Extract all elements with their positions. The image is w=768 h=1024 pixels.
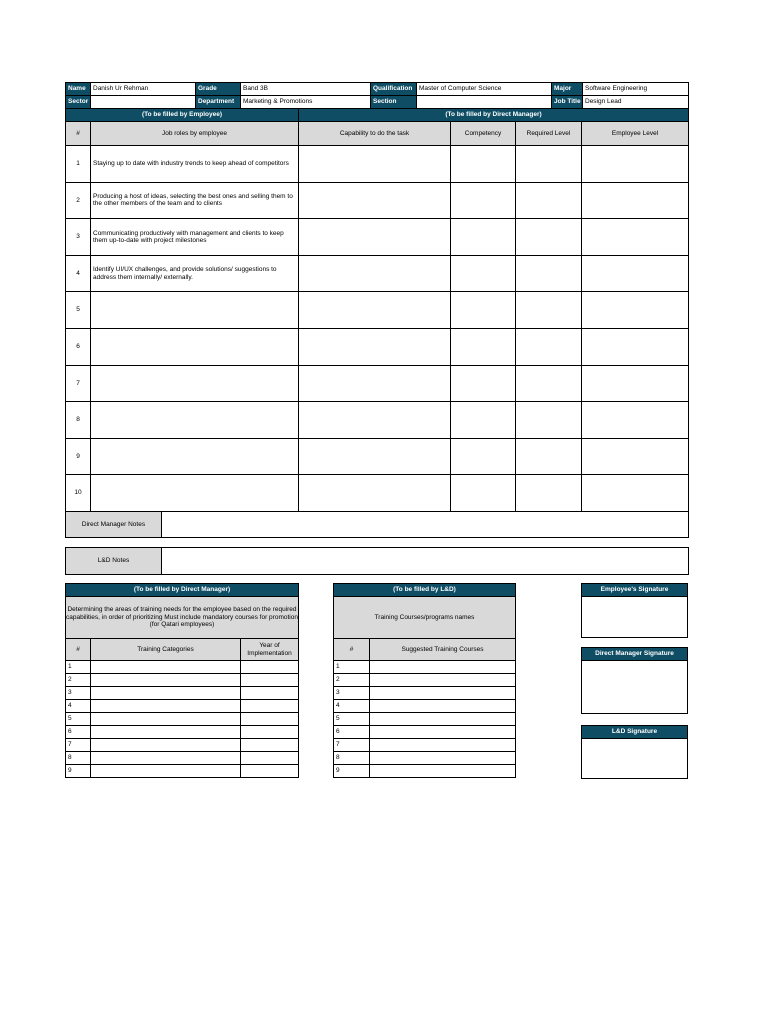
manager-notes-table bbox=[65, 511, 689, 538]
job-role-row bbox=[66, 292, 689, 329]
required-level-cell[interactable] bbox=[516, 402, 582, 439]
required-level-cell[interactable] bbox=[516, 219, 582, 256]
manager-notes-label: Direct Manager Notes bbox=[66, 512, 162, 538]
qualification-field[interactable]: Master of Computer Science bbox=[417, 83, 552, 96]
competency-cell[interactable] bbox=[451, 438, 516, 475]
capability-cell[interactable] bbox=[299, 475, 451, 512]
suggested-course-cell[interactable] bbox=[370, 752, 516, 765]
job-role-text[interactable]: Communicating productively with management and clients to keep them up-to-date with project milestones bbox=[91, 219, 299, 256]
course-row-num: 1 bbox=[334, 661, 370, 674]
suggested-course-cell[interactable] bbox=[370, 687, 516, 700]
training-category-cell[interactable] bbox=[91, 661, 241, 674]
job-role-row bbox=[66, 328, 689, 365]
required-level-cell[interactable] bbox=[516, 438, 582, 475]
ld-signature-label: L&D Signature bbox=[582, 726, 688, 739]
employee-level-cell[interactable] bbox=[582, 328, 689, 365]
section-label: Section bbox=[371, 96, 417, 109]
training-row-num: 3 bbox=[66, 687, 91, 700]
department-field[interactable]: Marketing & Promotions bbox=[241, 96, 371, 109]
col-header-num: # bbox=[66, 122, 91, 146]
course-row-num: 6 bbox=[334, 726, 370, 739]
col-header-employee-level: Employee Level bbox=[582, 122, 689, 146]
ld-notes-field[interactable] bbox=[162, 548, 689, 575]
required-level-cell[interactable] bbox=[516, 182, 582, 219]
training-category-cell[interactable] bbox=[91, 713, 241, 726]
employee-signature-field[interactable] bbox=[582, 597, 688, 638]
job-role-num: 1 bbox=[66, 146, 91, 183]
training-row-num: 7 bbox=[66, 739, 91, 752]
course-row-num: 8 bbox=[334, 752, 370, 765]
job-role-num: 2 bbox=[66, 182, 91, 219]
courses-banner: (To be filled by L&D) bbox=[334, 584, 516, 597]
grade-label: Grade bbox=[196, 83, 241, 96]
competency-cell[interactable] bbox=[451, 255, 516, 292]
training-row bbox=[66, 726, 299, 739]
suggested-course-cell[interactable] bbox=[370, 700, 516, 713]
capability-cell[interactable] bbox=[299, 292, 451, 329]
training-category-cell[interactable] bbox=[91, 700, 241, 713]
course-row-num: 2 bbox=[334, 674, 370, 687]
course-row-num: 3 bbox=[334, 687, 370, 700]
employee-level-cell[interactable] bbox=[582, 365, 689, 402]
employee-level-cell[interactable] bbox=[582, 255, 689, 292]
course-row-num: 4 bbox=[334, 700, 370, 713]
training-row-num: 1 bbox=[66, 661, 91, 674]
required-level-cell[interactable] bbox=[516, 292, 582, 329]
training-year-cell[interactable] bbox=[241, 661, 299, 674]
job-role-row bbox=[66, 219, 689, 256]
job-title-label: Job Title bbox=[552, 96, 583, 109]
job-role-row bbox=[66, 255, 689, 292]
job-role-row bbox=[66, 146, 689, 183]
suggested-course-cell[interactable] bbox=[370, 713, 516, 726]
employee-level-cell[interactable] bbox=[582, 438, 689, 475]
job-role-text[interactable]: Producing a host of ideas, selecting the best ones and selling them to the other members of the team and to clients bbox=[91, 182, 299, 219]
major-label: Major bbox=[552, 83, 583, 96]
training-year-cell[interactable] bbox=[241, 752, 299, 765]
job-role-text[interactable] bbox=[91, 292, 299, 329]
competency-cell[interactable] bbox=[451, 146, 516, 183]
job-role-row bbox=[66, 475, 689, 512]
ld-signature-field[interactable] bbox=[582, 739, 688, 779]
competency-cell[interactable] bbox=[451, 292, 516, 329]
job-role-text[interactable] bbox=[91, 328, 299, 365]
job-role-num: 9 bbox=[66, 438, 91, 475]
course-row bbox=[334, 739, 516, 752]
required-level-cell[interactable] bbox=[516, 255, 582, 292]
employee-level-cell[interactable] bbox=[582, 402, 689, 439]
required-level-cell[interactable] bbox=[516, 146, 582, 183]
job-role-text[interactable] bbox=[91, 402, 299, 439]
employee-level-cell[interactable] bbox=[582, 146, 689, 183]
capability-cell[interactable] bbox=[299, 255, 451, 292]
name-field[interactable]: Danish Ur Rehman bbox=[91, 83, 196, 96]
course-row bbox=[334, 700, 516, 713]
training-category-cell[interactable] bbox=[91, 765, 241, 778]
job-role-text[interactable] bbox=[91, 475, 299, 512]
training-year-cell[interactable] bbox=[241, 726, 299, 739]
capability-cell[interactable] bbox=[299, 219, 451, 256]
training-row bbox=[66, 739, 299, 752]
training-category-cell[interactable] bbox=[91, 726, 241, 739]
suggested-course-cell[interactable] bbox=[370, 765, 516, 778]
competency-cell[interactable] bbox=[451, 219, 516, 256]
capability-cell[interactable] bbox=[299, 365, 451, 402]
suggested-course-cell[interactable] bbox=[370, 739, 516, 752]
name-label: Name bbox=[66, 83, 91, 96]
course-row bbox=[334, 752, 516, 765]
job-roles-table bbox=[65, 108, 689, 512]
required-level-cell[interactable] bbox=[516, 365, 582, 402]
courses-col-num: # bbox=[334, 639, 370, 661]
job-role-num: 3 bbox=[66, 219, 91, 256]
training-row bbox=[66, 752, 299, 765]
training-category-cell[interactable] bbox=[91, 752, 241, 765]
competency-cell[interactable] bbox=[451, 365, 516, 402]
job-role-num: 10 bbox=[66, 475, 91, 512]
ld-notes-label: L&D Notes bbox=[66, 548, 162, 575]
employee-section-banner: (To be filled by Employee) bbox=[66, 109, 299, 122]
training-year-cell[interactable] bbox=[241, 765, 299, 778]
training-col-year: Year of Implementation bbox=[241, 639, 299, 661]
job-role-num: 6 bbox=[66, 328, 91, 365]
job-role-text[interactable]: Staying up to date with industry trends to keep ahead of competitors bbox=[91, 146, 299, 183]
grade-field[interactable]: Band 3B bbox=[241, 83, 371, 96]
manager-section-banner: (To be filled by Direct Manager) bbox=[299, 109, 689, 122]
major-field[interactable]: Software Engineering bbox=[583, 83, 689, 96]
training-row-num: 9 bbox=[66, 765, 91, 778]
required-level-cell[interactable] bbox=[516, 328, 582, 365]
competency-cell[interactable] bbox=[451, 182, 516, 219]
courses-col-suggested: Suggested Training Courses bbox=[370, 639, 516, 661]
course-row bbox=[334, 687, 516, 700]
col-header-required-level: Required Level bbox=[516, 122, 582, 146]
col-header-capability: Capability to do the task bbox=[299, 122, 451, 146]
training-row bbox=[66, 674, 299, 687]
manager-notes-field[interactable] bbox=[162, 512, 689, 538]
training-row-num: 6 bbox=[66, 726, 91, 739]
capability-cell[interactable] bbox=[299, 402, 451, 439]
training-courses-table bbox=[333, 583, 516, 778]
training-year-cell[interactable] bbox=[241, 674, 299, 687]
training-row-num: 2 bbox=[66, 674, 91, 687]
course-row-num: 5 bbox=[334, 713, 370, 726]
course-row bbox=[334, 765, 516, 778]
section-field[interactable] bbox=[417, 96, 552, 109]
required-level-cell[interactable] bbox=[516, 475, 582, 512]
competency-cell[interactable] bbox=[451, 328, 516, 365]
training-col-categories: Training Categories bbox=[91, 639, 241, 661]
job-role-num: 8 bbox=[66, 402, 91, 439]
job-role-row bbox=[66, 365, 689, 402]
ld-notes-table bbox=[65, 547, 689, 575]
job-role-text[interactable] bbox=[91, 438, 299, 475]
job-role-text[interactable] bbox=[91, 365, 299, 402]
employee-info-table bbox=[65, 82, 689, 109]
manager-signature-field[interactable] bbox=[582, 661, 688, 714]
col-header-job-roles: Job roles by employee bbox=[91, 122, 299, 146]
course-row-num: 7 bbox=[334, 739, 370, 752]
col-header-competency: Competency bbox=[451, 122, 516, 146]
training-category-cell[interactable] bbox=[91, 687, 241, 700]
employee-level-cell[interactable] bbox=[582, 292, 689, 329]
training-year-cell[interactable] bbox=[241, 713, 299, 726]
capability-cell[interactable] bbox=[299, 328, 451, 365]
manager-signature-label: Direct Manager Signature bbox=[582, 648, 688, 661]
employee-level-cell[interactable] bbox=[582, 219, 689, 256]
capability-cell[interactable] bbox=[299, 438, 451, 475]
course-row bbox=[334, 713, 516, 726]
training-row-num: 5 bbox=[66, 713, 91, 726]
training-row bbox=[66, 700, 299, 713]
training-row bbox=[66, 687, 299, 700]
employee-signature-label: Employee's Signature bbox=[582, 584, 688, 597]
training-row-num: 4 bbox=[66, 700, 91, 713]
training-row bbox=[66, 765, 299, 778]
job-title-field[interactable]: Design Lead bbox=[583, 96, 689, 109]
course-row bbox=[334, 674, 516, 687]
department-label: Department bbox=[196, 96, 241, 109]
job-role-row bbox=[66, 182, 689, 219]
qualification-label: Qualification bbox=[371, 83, 417, 96]
employee-level-cell[interactable] bbox=[582, 182, 689, 219]
suggested-course-cell[interactable] bbox=[370, 726, 516, 739]
training-needs-table bbox=[65, 583, 299, 778]
course-row-num: 9 bbox=[334, 765, 370, 778]
training-description: Determining the areas of training needs for the employee based on the required capabilities, in order of prioritizing Must include mandatory courses for promotion (for Qatari employees) bbox=[66, 597, 299, 639]
training-category-cell[interactable] bbox=[91, 674, 241, 687]
job-role-num: 7 bbox=[66, 365, 91, 402]
training-category-cell[interactable] bbox=[91, 739, 241, 752]
capability-cell[interactable] bbox=[299, 182, 451, 219]
competency-cell[interactable] bbox=[451, 402, 516, 439]
job-role-text[interactable]: Identify UI/UX challenges, and provide solutions/ suggestions to address them internally/ externally. bbox=[91, 255, 299, 292]
course-row bbox=[334, 726, 516, 739]
manager-signature-table bbox=[581, 647, 688, 714]
job-role-num: 4 bbox=[66, 255, 91, 292]
suggested-course-cell[interactable] bbox=[370, 661, 516, 674]
courses-description: Training Courses/programs names bbox=[334, 597, 516, 639]
training-row bbox=[66, 713, 299, 726]
employee-level-cell[interactable] bbox=[582, 475, 689, 512]
training-row bbox=[66, 661, 299, 674]
training-banner: (To be filled by Direct Manager) bbox=[66, 584, 299, 597]
capability-cell[interactable] bbox=[299, 146, 451, 183]
training-year-cell[interactable] bbox=[241, 739, 299, 752]
competency-cell[interactable] bbox=[451, 475, 516, 512]
training-year-cell[interactable] bbox=[241, 687, 299, 700]
job-role-row bbox=[66, 402, 689, 439]
course-row bbox=[334, 661, 516, 674]
sector-label: Sector bbox=[66, 96, 91, 109]
training-col-num: # bbox=[66, 639, 91, 661]
training-year-cell[interactable] bbox=[241, 700, 299, 713]
training-row-num: 8 bbox=[66, 752, 91, 765]
ld-signature-table bbox=[581, 725, 688, 779]
job-role-num: 5 bbox=[66, 292, 91, 329]
employee-signature-table bbox=[581, 583, 688, 638]
sector-field[interactable] bbox=[91, 96, 196, 109]
job-role-row bbox=[66, 438, 689, 475]
suggested-course-cell[interactable] bbox=[370, 674, 516, 687]
